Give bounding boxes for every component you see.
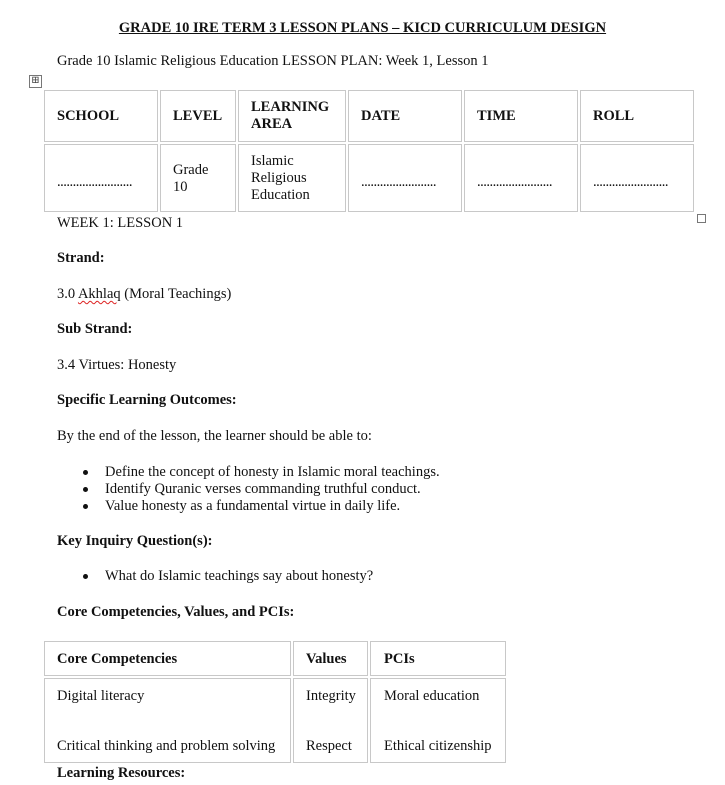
info-cell-date[interactable] bbox=[348, 144, 462, 212]
competency-1: Digital literacy bbox=[57, 688, 145, 704]
list-item: Value honesty as a fundamental virtue in daily life. bbox=[81, 498, 440, 515]
cc-header-pcis: PCIs bbox=[384, 651, 415, 667]
outcomes-list bbox=[81, 464, 440, 515]
value-2: Respect bbox=[306, 738, 352, 754]
level-value: Grade 10 bbox=[173, 162, 209, 195]
info-header-date: DATE bbox=[361, 108, 401, 124]
info-cell-school[interactable] bbox=[44, 144, 158, 212]
list-item: Define the concept of honesty in Islamic moral teachings. bbox=[81, 464, 440, 481]
info-cell-learning-area[interactable] bbox=[238, 144, 346, 212]
document-title: GRADE 10 IRE TERM 3 LESSON PLANS – KICD CURRICULUM DESIGN bbox=[118, 20, 607, 36]
cc-header-cell-competencies[interactable] bbox=[44, 641, 291, 676]
info-header-cell-time[interactable] bbox=[464, 90, 578, 142]
table-move-handle-icon[interactable]: ⊞ bbox=[29, 75, 42, 88]
value-1: Integrity bbox=[306, 688, 356, 704]
slo-intro: By the end of the lesson, the learner should be able to: bbox=[57, 428, 372, 444]
info-header-cell-learning-area[interactable] bbox=[238, 90, 346, 142]
info-header-time: TIME bbox=[477, 108, 516, 124]
learning-resources-heading: Learning Resources: bbox=[57, 765, 186, 781]
strand-word-spellcheck[interactable]: Akhlaq bbox=[77, 286, 121, 302]
cc-header-competencies: Core Competencies bbox=[57, 651, 178, 667]
strand-description: (Moral Teachings) bbox=[124, 286, 232, 302]
pci-1: Moral education bbox=[384, 688, 480, 704]
info-header-cell-roll[interactable] bbox=[580, 90, 694, 142]
sub-strand-text: 3.4 Virtues: Honesty bbox=[57, 357, 177, 373]
slo-heading: Specific Learning Outcomes: bbox=[57, 392, 237, 408]
list-item: What do Islamic teachings say about honesty? bbox=[81, 568, 373, 585]
table-resize-handle-icon[interactable] bbox=[697, 214, 706, 223]
cc-header-cell-pcis[interactable] bbox=[370, 641, 506, 676]
strand-heading: Strand: bbox=[57, 250, 105, 266]
info-header-roll: ROLL bbox=[593, 108, 635, 124]
kiq-heading: Key Inquiry Question(s): bbox=[57, 533, 213, 549]
roll-value: ........................ bbox=[593, 174, 668, 190]
info-header-cell-date[interactable] bbox=[348, 90, 462, 142]
info-header-school: SCHOOL bbox=[57, 108, 120, 124]
info-header-level: LEVEL bbox=[173, 108, 223, 124]
lesson-plan-subtitle: Grade 10 Islamic Religious Education LESSON PLAN: Week 1, Lesson 1 bbox=[57, 53, 489, 69]
cc-cell-pcis[interactable] bbox=[370, 678, 506, 763]
cc-header-values: Values bbox=[306, 651, 347, 667]
pci-2: Ethical citizenship bbox=[384, 738, 492, 754]
info-header-cell-school[interactable] bbox=[44, 90, 158, 142]
info-cell-time[interactable] bbox=[464, 144, 578, 212]
strand-text bbox=[57, 286, 231, 303]
list-item: Identify Quranic verses commanding truthful conduct. bbox=[81, 481, 440, 498]
time-value: ........................ bbox=[477, 174, 552, 190]
info-cell-level[interactable] bbox=[160, 144, 236, 212]
learning-area-value: Islamic Religious Education bbox=[251, 153, 310, 203]
kiq-list bbox=[81, 568, 373, 585]
date-value: ........................ bbox=[361, 174, 436, 190]
cc-cell-competencies[interactable] bbox=[44, 678, 291, 763]
cc-cell-values[interactable] bbox=[293, 678, 368, 763]
competency-2: Critical thinking and problem solving bbox=[57, 738, 276, 754]
info-cell-roll[interactable] bbox=[580, 144, 694, 212]
cc-header-cell-values[interactable] bbox=[293, 641, 368, 676]
strand-code: 3.0 bbox=[57, 286, 76, 302]
school-value: ........................ bbox=[57, 174, 132, 190]
info-header-learning-area: LEARNING AREA bbox=[251, 99, 330, 132]
core-competencies-heading: Core Competencies, Values, and PCIs: bbox=[57, 604, 295, 620]
week-lesson-label: WEEK 1: LESSON 1 bbox=[57, 215, 184, 231]
info-header-cell-level[interactable] bbox=[160, 90, 236, 142]
sub-strand-heading: Sub Strand: bbox=[57, 321, 133, 337]
